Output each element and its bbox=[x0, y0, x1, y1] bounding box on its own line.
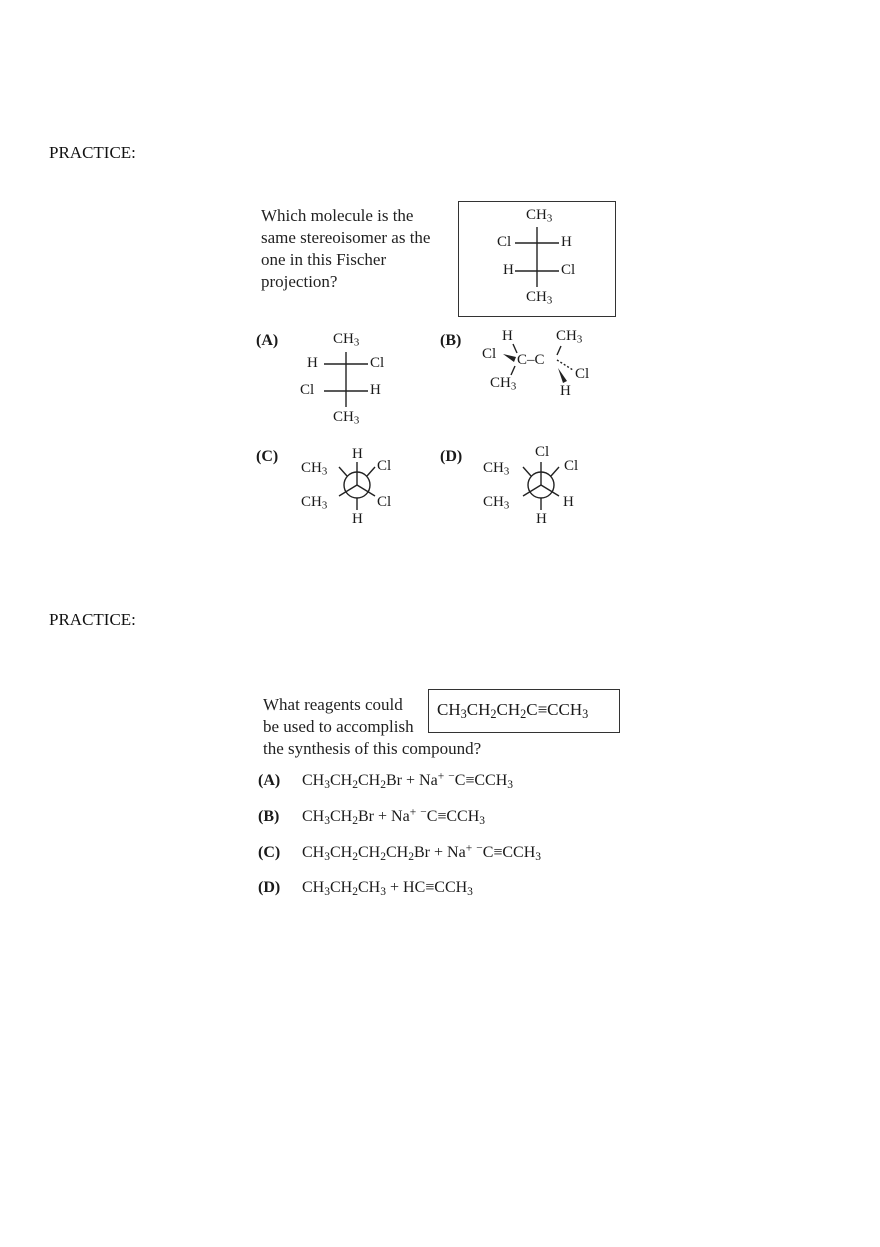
option-a-label[interactable]: (A) bbox=[256, 332, 279, 349]
question-1-line: Which molecule is the bbox=[261, 206, 414, 225]
option-a-bottom: $CH_3$ bbox=[333, 409, 360, 427]
option-d-back-upper-left: $CH_3$ bbox=[483, 460, 510, 478]
option-d-back-bond bbox=[551, 467, 559, 476]
question-1-line: projection? bbox=[261, 272, 338, 291]
question-2-line: the synthesis of this compound? bbox=[263, 739, 482, 758]
reagent-option-d[interactable] bbox=[258, 879, 473, 897]
option-b-h-bottom: H bbox=[560, 383, 571, 399]
question-1-line: one in this Fischer bbox=[261, 250, 387, 269]
option-a-row1-right: Cl bbox=[370, 355, 385, 371]
section-heading-2: PRACTICE: bbox=[49, 610, 136, 629]
option-b-label[interactable]: (B) bbox=[440, 332, 462, 349]
option-c-front-lower-left: $CH_3$ bbox=[301, 494, 328, 512]
fischer-row1-right: H bbox=[561, 234, 572, 250]
option-b-bond bbox=[557, 346, 561, 355]
question-2-line: What reagents could bbox=[263, 695, 403, 714]
reagent-option-c-text: $CH_3CH_2CH_2CH_2Br + Na^+$ $^-C\equiv CCH_3$ bbox=[302, 842, 542, 863]
option-d-front-lower-left: $CH_3$ bbox=[483, 494, 510, 512]
reagent-option-a[interactable] bbox=[258, 772, 513, 790]
question-1-line: same stereoisomer as the bbox=[261, 228, 431, 247]
option-b-ch3-bottom: $CH_3$ bbox=[490, 375, 517, 393]
option-d-back-upper-right: Cl bbox=[564, 458, 579, 474]
reagent-option-b[interactable] bbox=[258, 808, 485, 826]
option-c-back-upper-right: Cl bbox=[377, 458, 392, 474]
reagent-option-c-label: (C) bbox=[258, 844, 281, 861]
option-d-label[interactable]: (D) bbox=[440, 448, 463, 465]
reagent-option-b-text: $CH_3CH_2Br + Na^+$ $^-C\equiv CCH_3$ bbox=[302, 806, 486, 827]
option-c-back-lower-right: Cl bbox=[377, 494, 392, 510]
option-d-front-top: Cl bbox=[535, 444, 550, 460]
option-d-back-lower-right: H bbox=[563, 494, 574, 510]
option-a-row2-right: H bbox=[370, 382, 381, 398]
option-b-cl-left: Cl bbox=[482, 346, 497, 362]
reagent-option-c[interactable] bbox=[258, 844, 541, 862]
option-b-cl-right: Cl bbox=[575, 366, 590, 382]
reagent-option-a-label: (A) bbox=[258, 772, 281, 789]
option-a-row1-left: H bbox=[307, 355, 318, 371]
option-d-back-bond bbox=[523, 467, 531, 476]
section-heading-1: PRACTICE: bbox=[49, 143, 136, 162]
option-c-label[interactable]: (C) bbox=[256, 448, 279, 465]
option-c-back-bond bbox=[339, 467, 347, 476]
option-c-front-top: H bbox=[352, 446, 363, 462]
reagent-option-d-label: (D) bbox=[258, 879, 281, 896]
option-c-back-bond bbox=[367, 467, 375, 476]
fischer-row1-left: Cl bbox=[497, 234, 512, 250]
option-b-h-top: H bbox=[502, 328, 513, 344]
fischer-top-group: $CH_3$ bbox=[526, 207, 553, 225]
option-b-wedge-bond bbox=[558, 368, 567, 383]
fischer-row2-right: Cl bbox=[561, 262, 576, 278]
option-a-row2-left: Cl bbox=[300, 382, 315, 398]
option-b-ch3-top: $CH_3$ bbox=[556, 328, 583, 346]
option-d-front-bottom: H bbox=[536, 511, 547, 527]
question-2-line: be used to accomplish bbox=[263, 717, 414, 736]
option-b-dash-bond bbox=[557, 360, 573, 370]
option-c-front-bottom: H bbox=[352, 511, 363, 527]
reagent-option-d-text: $CH_3CH_2CH_3 + HC\equiv CCH_3$ bbox=[302, 879, 473, 898]
target-compound-formula: $CH_3CH_2CH_2C\equiv CCH_3$ bbox=[437, 700, 589, 722]
option-b-wedge-bond bbox=[503, 354, 516, 362]
option-a-top: $CH_3$ bbox=[333, 331, 360, 349]
fischer-bottom-group: $CH_3$ bbox=[526, 289, 553, 307]
reagent-option-b-label: (B) bbox=[258, 808, 280, 825]
option-c-back-upper-left: $CH_3$ bbox=[301, 460, 328, 478]
fischer-row2-left: H bbox=[503, 262, 514, 278]
option-b-core: C–C bbox=[517, 352, 545, 368]
reagent-option-a-text: $CH_3CH_2CH_2Br + Na^+$ $^-C\equiv CCH_3$ bbox=[302, 770, 514, 791]
option-b-bond bbox=[511, 366, 515, 375]
